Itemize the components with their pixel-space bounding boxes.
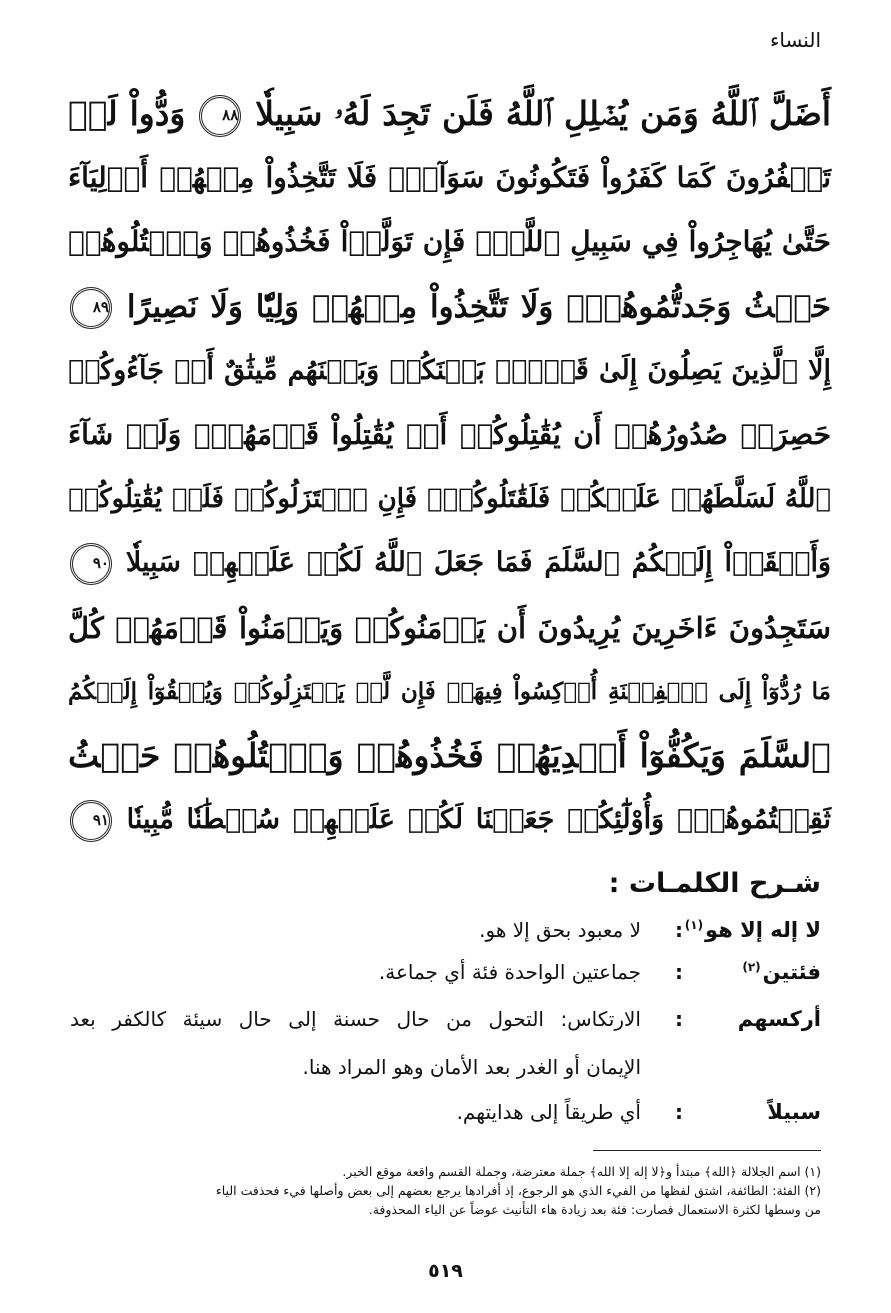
glossary-title: شـرح الكلمـات : <box>608 868 821 899</box>
verse-line <box>68 596 831 660</box>
glossary-definition: الارتكاس: التحول من حال حسنة إلى حال سيئة كالكفر بعد <box>70 1007 641 1031</box>
footnote-ref: (١) <box>684 918 704 932</box>
glossary-definition: جماعتين الواحدة فئة أي جماعة. <box>378 960 641 984</box>
verse-text: ثَقِفۡتُمُوهُمۡۚ وَأُوْلَٰٓئِكُمۡ جَعَلۡنَا لَكُمۡ عَلَيۡهِمۡ سُلۡطَٰنٗا مُّبِينٗا <box>126 804 831 836</box>
verse-line <box>68 339 831 403</box>
footnote-ref: (٢) <box>742 960 761 974</box>
verse-number-marker: ٩٠ <box>70 543 112 585</box>
glossary-definition-continued: الإيمان أو الغدر بعد الأمان وهو المراد هنا. <box>302 1055 641 1079</box>
verse-text: أَضَلَّ ٱللَّهُ وَمَن يُضۡلِلِ ٱللَّهُ فَلَن تَجِدَ لَهُۥ سَبِيلٗا <box>255 94 832 133</box>
colon-separator: : <box>675 1007 683 1031</box>
glossary-definition: أي طريقاً إلى هدايتهم. <box>456 1100 641 1124</box>
verse-line <box>68 403 831 467</box>
verse-text: وَدُّواْ لَوۡ <box>68 94 186 133</box>
verse-text: حَصِرَتۡ صُدُورُهُمۡ أَن يُقَٰتِلُوكُمۡ أَوۡ يُقَٰتِلُواْ قَوۡمَهُمۡۚ وَلَوۡ شَآءَ <box>68 417 831 451</box>
verse-text: وَأَلۡقَوۡاْ إِلَيۡكُمُ ٱلسَّلَمَ فَمَا جَعَلَ ٱللَّهُ لَكُمۡ عَلَيۡهِمۡ سَبِيلٗا <box>125 547 831 579</box>
term-text: فئتين <box>762 960 821 984</box>
verse-line <box>68 531 831 595</box>
verse-text: تَكۡفُرُونَ كَمَا كَفَرُواْ فَتَكُونُونَ سَوَآءٗۖ فَلَا تَتَّخِذُواْ مِنۡهُمۡ أَوۡلِيَآءَ <box>68 161 831 195</box>
verse-text: سَتَجِدُونَ ءَاخَرِينَ يُرِيدُونَ أَن يَأۡمَنُوكُمۡ وَيَأۡمَنُواْ قَوۡمَهُمۡ كُلَّ <box>68 610 831 645</box>
verse-text: حَيۡثُ وَجَدتُّمُوهُمۡۖ وَلَا تَتَّخِذُواْ مِنۡهُمۡ وَلِيّٗا وَلَا نَصِيرًا <box>126 288 831 325</box>
verse-text: ٱللَّهُ لَسَلَّطَهُمۡ عَلَيۡكُمۡ فَلَقَٰتَلُوكُمۡۚ فَإِنِ ٱعۡتَزَلُوكُمۡ فَلَمۡ يُقَٰتِلُوكُمۡ <box>68 484 831 515</box>
verse-number-marker: ٩١ <box>70 800 112 842</box>
glossary-term: أركسهم <box>737 1007 821 1031</box>
verse-text: مَا رُدُّوٓاْ إِلَى ٱلۡفِتۡنَةِ أُرۡكِسُواْ فِيهَاۚ فَإِن لَّمۡ يَعۡتَزِلُوكُمۡ وَيُلۡقُوٓاْ إِلَيۡكُمُ <box>68 677 831 705</box>
glossary-term <box>742 960 821 984</box>
footnote: (٢) الفئة: الطائفة، اشتق لفظها من الفيء الذي هو الرجوع، إذ أفرادها يرجع بعضهم إلى بعض وأصلها فيء فحذفت الياء <box>215 1183 821 1198</box>
verse-line <box>68 467 831 531</box>
colon-separator: : <box>675 918 683 942</box>
verse-line <box>68 82 831 146</box>
glossary-definition: لا معبود بحق إلا هو. <box>479 918 641 942</box>
glossary-term <box>685 918 821 942</box>
verse-line <box>68 210 831 274</box>
verse-number-marker: ٨٨ <box>199 95 241 137</box>
colon-separator: : <box>675 1100 683 1124</box>
page-number: ٥١٩ <box>428 1260 463 1282</box>
verse-text: حَتَّىٰ يُهَاجِرُواْ فِي سَبِيلِ ٱللَّهِۚ فَإِن تَوَلَّوۡاْ فَخُذُوهُمۡ وَٱقۡتُلُوهُمۡ <box>68 225 831 259</box>
verse-number-marker: ٨٩ <box>70 287 112 329</box>
quran-verses <box>68 82 831 852</box>
glossary-term: سبيلاً <box>767 1100 821 1124</box>
footnote: من وسطها لكثرة الاستعمال فصارت: فئة بعد زيادة هاء التأنيث عوضاً عن الياء المحذوفة. <box>368 1202 821 1217</box>
verse-line <box>68 275 831 339</box>
term-text: لا إله إلا هو <box>705 918 821 942</box>
footnote-divider <box>593 1150 821 1151</box>
footnotes <box>68 1162 821 1219</box>
verse-line <box>68 724 831 788</box>
verse-text: إِلَّا ٱلَّذِينَ يَصِلُونَ إِلَىٰ قَوۡمِۭ بَيۡنَكُمۡ وَبَيۡنَهُم مِّيثَٰقٌ أَوۡ جَآءُوكُمۡ <box>68 354 831 386</box>
surah-header: النساء <box>769 28 821 52</box>
verse-line <box>68 146 831 210</box>
colon-separator: : <box>675 960 683 984</box>
verse-line <box>68 788 831 852</box>
verse-line <box>68 660 831 724</box>
verse-text: ٱلسَّلَمَ وَيَكُفُّوٓاْ أَيۡدِيَهُمۡ فَخُذُوهُمۡ وَٱقۡتُلُوهُمۡ حَيۡثُ <box>68 735 831 775</box>
footnote: (١) اسم الجلالة ﴿الله﴾ مبتدأ و﴿لا إله إلا الله﴾ جملة معترضة، وجملة القسم واقعة موقع الخبر. <box>342 1164 821 1179</box>
